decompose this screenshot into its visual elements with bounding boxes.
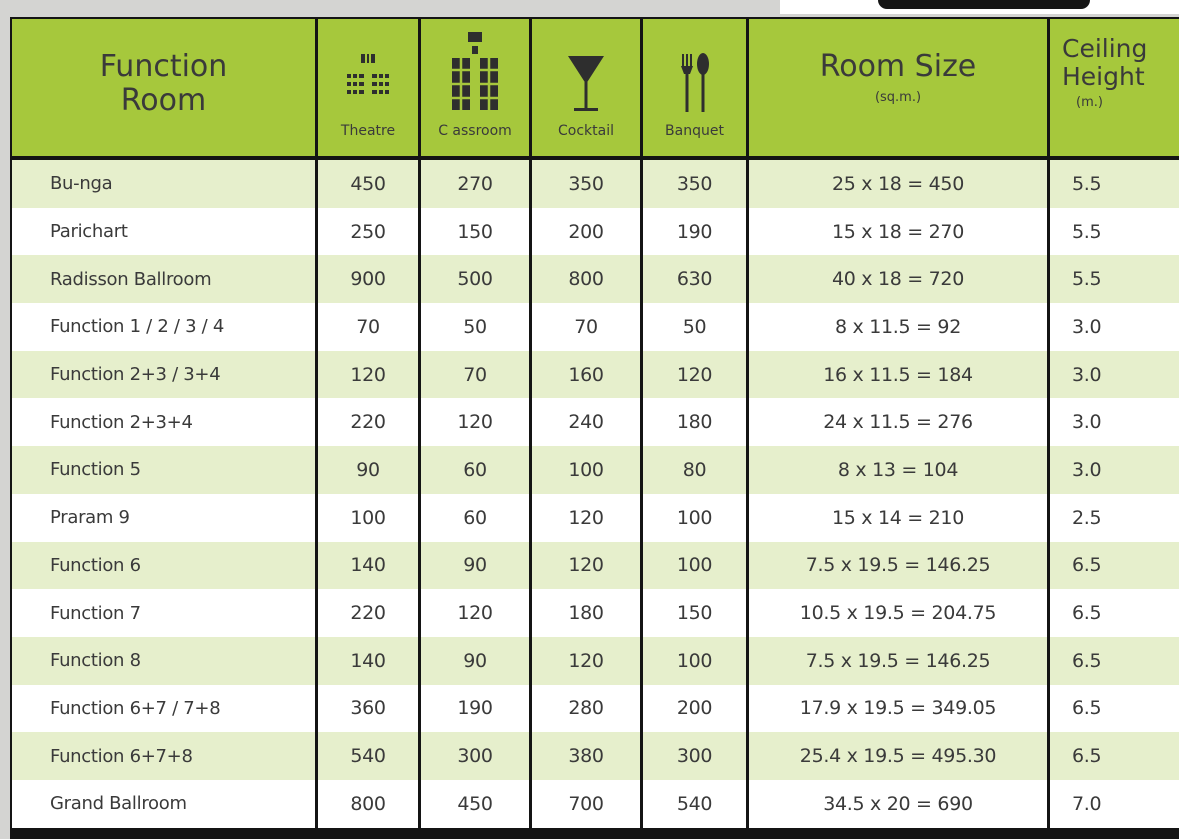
room-size-cell: 40 x 18 = 720 bbox=[749, 255, 1050, 303]
ceiling-height-cell: 6.5 bbox=[1050, 589, 1179, 637]
theatre-capacity-cell: 220 bbox=[318, 398, 421, 446]
cocktail-capacity-cell: 350 bbox=[532, 160, 643, 208]
cocktail-capacity-cell: 280 bbox=[532, 685, 643, 733]
theatre-capacity-cell: 800 bbox=[318, 780, 421, 828]
table-body bbox=[12, 160, 1179, 828]
cocktail-capacity-cell: 120 bbox=[532, 637, 643, 685]
banquet-capacity-cell: 80 bbox=[643, 446, 749, 494]
classroom-capacity-cell: 60 bbox=[421, 494, 532, 542]
room-name-cell: Parichart bbox=[12, 208, 318, 256]
room-size-unit: (sq.m.) bbox=[874, 90, 922, 105]
room-size-cell: 7.5 x 19.5 = 146.25 bbox=[749, 637, 1050, 685]
classroom-capacity-cell: 300 bbox=[421, 732, 532, 780]
table-row bbox=[12, 542, 1179, 590]
banquet-capacity-cell: 350 bbox=[643, 160, 749, 208]
header-ceiling-height bbox=[1050, 19, 1179, 160]
ceiling-height-cell: 3.0 bbox=[1050, 446, 1179, 494]
theatre-capacity-cell: 450 bbox=[318, 160, 421, 208]
theatre-capacity-cell: 540 bbox=[318, 732, 421, 780]
table-row bbox=[12, 446, 1179, 494]
classroom-capacity-cell: 450 bbox=[421, 780, 532, 828]
room-size-cell: 10.5 x 19.5 = 204.75 bbox=[749, 589, 1050, 637]
cocktail-label: Cocktail bbox=[558, 123, 614, 139]
ceiling-height-cell: 5.5 bbox=[1050, 160, 1179, 208]
fork-and-spoon-icon bbox=[677, 50, 713, 114]
cocktail-glass-icon bbox=[566, 50, 606, 114]
cocktail-capacity-cell: 700 bbox=[532, 780, 643, 828]
theatre-seating-icon bbox=[345, 52, 391, 114]
classroom-capacity-cell: 70 bbox=[421, 351, 532, 399]
banquet-capacity-cell: 180 bbox=[643, 398, 749, 446]
cocktail-capacity-cell: 100 bbox=[532, 446, 643, 494]
theatre-capacity-cell: 140 bbox=[318, 542, 421, 590]
table-row bbox=[12, 303, 1179, 351]
banquet-capacity-cell: 100 bbox=[643, 637, 749, 685]
room-name-cell: Function 5 bbox=[12, 446, 318, 494]
theatre-capacity-cell: 250 bbox=[318, 208, 421, 256]
room-size-cell: 15 x 14 = 210 bbox=[749, 494, 1050, 542]
room-size-cell: 15 x 18 = 270 bbox=[749, 208, 1050, 256]
ceiling-height-cell: 6.5 bbox=[1050, 637, 1179, 685]
cocktail-capacity-cell: 380 bbox=[532, 732, 643, 780]
header-room-size bbox=[749, 19, 1050, 160]
theatre-capacity-cell: 90 bbox=[318, 446, 421, 494]
classroom-capacity-cell: 500 bbox=[421, 255, 532, 303]
room-name-cell: Praram 9 bbox=[12, 494, 318, 542]
cocktail-capacity-cell: 180 bbox=[532, 589, 643, 637]
header-row bbox=[12, 19, 1179, 160]
table-row bbox=[12, 685, 1179, 733]
cocktail-capacity-cell: 120 bbox=[532, 494, 643, 542]
table-row bbox=[12, 160, 1179, 208]
dark-tab-shape bbox=[878, 0, 1090, 9]
classroom-capacity-cell: 120 bbox=[421, 398, 532, 446]
cocktail-capacity-cell: 120 bbox=[532, 542, 643, 590]
theatre-capacity-cell: 900 bbox=[318, 255, 421, 303]
classroom-capacity-cell: 60 bbox=[421, 446, 532, 494]
room-name-cell: Function 2+3 / 3+4 bbox=[12, 351, 318, 399]
theatre-capacity-cell: 140 bbox=[318, 637, 421, 685]
room-size-cell: 7.5 x 19.5 = 146.25 bbox=[749, 542, 1050, 590]
table-row bbox=[12, 398, 1179, 446]
function-room-heading: Function Room bbox=[99, 49, 228, 118]
banquet-capacity-cell: 50 bbox=[643, 303, 749, 351]
room-size-cell: 25 x 18 = 450 bbox=[749, 160, 1050, 208]
classroom-capacity-cell: 270 bbox=[421, 160, 532, 208]
header-theatre bbox=[318, 19, 421, 160]
table-row bbox=[12, 732, 1179, 780]
room-name-cell: Function 2+3+4 bbox=[12, 398, 318, 446]
classroom-capacity-cell: 190 bbox=[421, 685, 532, 733]
theatre-capacity-cell: 220 bbox=[318, 589, 421, 637]
table-row bbox=[12, 589, 1179, 637]
ceiling-height-heading: Ceiling Height bbox=[1062, 34, 1148, 91]
header-banquet bbox=[643, 19, 749, 160]
table-row bbox=[12, 255, 1179, 303]
room-size-cell: 25.4 x 19.5 = 495.30 bbox=[749, 732, 1050, 780]
header-cocktail bbox=[532, 19, 643, 160]
banquet-label: Banquet bbox=[665, 123, 724, 139]
ceiling-height-cell: 3.0 bbox=[1050, 398, 1179, 446]
classroom-capacity-cell: 150 bbox=[421, 208, 532, 256]
theatre-capacity-cell: 70 bbox=[318, 303, 421, 351]
ceiling-height-cell: 6.5 bbox=[1050, 685, 1179, 733]
room-name-cell: Function 1 / 2 / 3 / 4 bbox=[12, 303, 318, 351]
ceiling-height-cell: 6.5 bbox=[1050, 542, 1179, 590]
room-name-cell: Function 6+7 / 7+8 bbox=[12, 685, 318, 733]
banquet-capacity-cell: 150 bbox=[643, 589, 749, 637]
room-size-cell: 24 x 11.5 = 276 bbox=[749, 398, 1050, 446]
banquet-capacity-cell: 540 bbox=[643, 780, 749, 828]
cocktail-capacity-cell: 200 bbox=[532, 208, 643, 256]
theatre-label: Theatre bbox=[340, 123, 396, 139]
theatre-capacity-cell: 120 bbox=[318, 351, 421, 399]
cocktail-capacity-cell: 70 bbox=[532, 303, 643, 351]
banquet-capacity-cell: 120 bbox=[643, 351, 749, 399]
table-row bbox=[12, 494, 1179, 542]
ceiling-height-cell: 3.0 bbox=[1050, 303, 1179, 351]
room-size-cell: 8 x 13 = 104 bbox=[749, 446, 1050, 494]
room-name-cell: Function 6 bbox=[12, 542, 318, 590]
classroom-capacity-cell: 120 bbox=[421, 589, 532, 637]
classroom-capacity-cell: 50 bbox=[421, 303, 532, 351]
theatre-capacity-cell: 360 bbox=[318, 685, 421, 733]
room-name-cell: Bu-nga bbox=[12, 160, 318, 208]
room-size-heading: Room Size bbox=[819, 49, 977, 84]
room-name-cell: Function 7 bbox=[12, 589, 318, 637]
classroom-label: C assroom bbox=[438, 123, 512, 139]
room-name-cell: Function 8 bbox=[12, 637, 318, 685]
classroom-capacity-cell: 90 bbox=[421, 542, 532, 590]
classroom-capacity-cell: 90 bbox=[421, 637, 532, 685]
banquet-capacity-cell: 100 bbox=[643, 542, 749, 590]
ceiling-height-cell: 2.5 bbox=[1050, 494, 1179, 542]
ceiling-height-cell: 6.5 bbox=[1050, 732, 1179, 780]
cocktail-capacity-cell: 160 bbox=[532, 351, 643, 399]
banquet-capacity-cell: 190 bbox=[643, 208, 749, 256]
room-name-cell: Grand Ballroom bbox=[12, 780, 318, 828]
room-size-cell: 17.9 x 19.5 = 349.05 bbox=[749, 685, 1050, 733]
banquet-capacity-cell: 300 bbox=[643, 732, 749, 780]
header-function-room bbox=[12, 19, 318, 160]
ceiling-height-cell: 5.5 bbox=[1050, 208, 1179, 256]
room-name-cell: Radisson Ballroom bbox=[12, 255, 318, 303]
cocktail-capacity-cell: 800 bbox=[532, 255, 643, 303]
top-corner-decoration bbox=[780, 0, 1179, 14]
ceiling-height-cell: 3.0 bbox=[1050, 351, 1179, 399]
room-size-cell: 16 x 11.5 = 184 bbox=[749, 351, 1050, 399]
classroom-seating-icon bbox=[450, 28, 500, 114]
ceiling-height-cell: 5.5 bbox=[1050, 255, 1179, 303]
ceiling-height-unit: (m.) bbox=[1076, 95, 1103, 110]
cocktail-capacity-cell: 240 bbox=[532, 398, 643, 446]
table-row bbox=[12, 780, 1179, 828]
theatre-capacity-cell: 100 bbox=[318, 494, 421, 542]
function-room-table-frame bbox=[10, 17, 1179, 839]
room-size-cell: 8 x 11.5 = 92 bbox=[749, 303, 1050, 351]
room-size-cell: 34.5 x 20 = 690 bbox=[749, 780, 1050, 828]
table-row bbox=[12, 351, 1179, 399]
function-room-table bbox=[12, 19, 1179, 828]
banquet-capacity-cell: 100 bbox=[643, 494, 749, 542]
table-row bbox=[12, 637, 1179, 685]
table-row bbox=[12, 208, 1179, 256]
ceiling-height-cell: 7.0 bbox=[1050, 780, 1179, 828]
banquet-capacity-cell: 200 bbox=[643, 685, 749, 733]
room-name-cell: Function 6+7+8 bbox=[12, 732, 318, 780]
header-classroom bbox=[421, 19, 532, 160]
banquet-capacity-cell: 630 bbox=[643, 255, 749, 303]
